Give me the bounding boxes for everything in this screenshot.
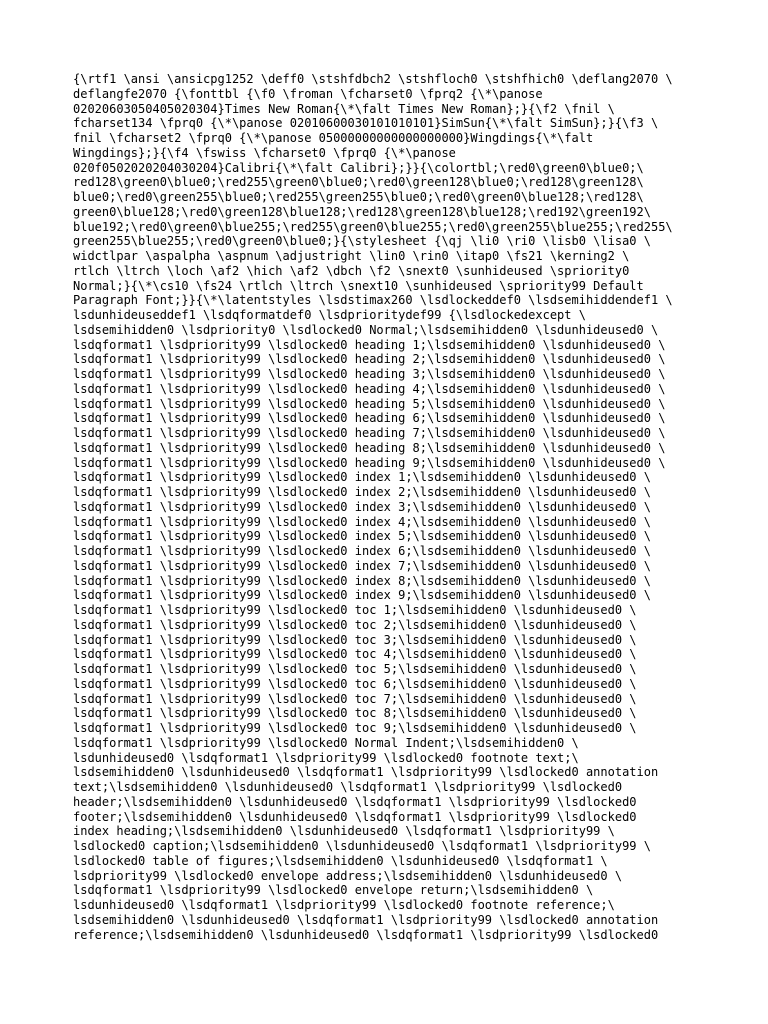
text-line: lsdqformat1 \lsdpriority99 \lsdlocked0 toc 2;\lsdsemihidden0 \lsdunhideused0 \ [73,617,637,632]
text-line: text;\lsdsemihidden0 \lsdunhideused0 \lsdqformat1 \lsdpriority99 \lsdlocked0 [73,780,623,794]
text-line: 02020603050405020304}Times New Roman{\*\falt Times New Roman};}{\f2 \fnil \ [73,101,615,116]
text-line: lsdsemihidden0 \lsdunhideused0 \lsdqformat1 \lsdpriority99 \lsdlocked0 annotation [73,912,659,927]
text-line: lsdqformat1 \lsdpriority99 \lsdlocked0 index 1;\lsdsemihidden0 \lsdunhideused0 \ [73,470,651,485]
text-line: fnil \fcharset2 \fprq0 {\*\panose 05000000000000000000}Wingdings{\*\falt [73,131,594,145]
text-line: lsdpriority99 \lsdlocked0 envelope address;\lsdsemihidden0 \lsdunhideused0 \ [73,868,623,883]
text-line: lsdqformat1 \lsdpriority99 \lsdlocked0 envelope return;\lsdsemihidden0 \ [73,883,594,898]
text-line: widctlpar \aspalpha \aspnum \adjustright \lin0 \rin0 \itap0 \fs21 \kerning2 \ [73,249,630,263]
text-line: lsdsemihidden0 \lsdunhideused0 \lsdqformat1 \lsdpriority99 \lsdlocked0 annotation [73,765,659,780]
text-line: lsdqformat1 \lsdpriority99 \lsdlocked0 index 6;\lsdsemihidden0 \lsdunhideused0 \ [73,544,651,558]
text-line: lsdqformat1 \lsdpriority99 \lsdlocked0 toc 9;\lsdsemihidden0 \lsdunhideused0 \ [73,721,637,735]
text-line: lsdqformat1 \lsdpriority99 \lsdlocked0 heading 8;\lsdsemihidden0 \lsdunhideused0 \ [73,440,666,455]
text-line: lsdqformat1 \lsdpriority99 \lsdlocked0 index 8;\lsdsemihidden0 \lsdunhideused0 \ [73,573,651,588]
text-line: lsdqformat1 \lsdpriority99 \lsdlocked0 toc 6;\lsdsemihidden0 \lsdunhideused0 \ [73,676,637,691]
text-line: deflangfe2070 {\fonttbl {\f0 \froman \fcharset0 \fprq2 {\*\panose [73,86,543,101]
text-line: lsdqformat1 \lsdpriority99 \lsdlocked0 heading 6;\lsdsemihidden0 \lsdunhideused0 \ [73,411,666,426]
text-line: lsdqformat1 \lsdpriority99 \lsdlocked0 toc 5;\lsdsemihidden0 \lsdunhideused0 \ [73,662,637,676]
text-line: footer;\lsdsemihidden0 \lsdunhideused0 \lsdqformat1 \lsdpriority99 \lsdlocked0 [73,809,637,824]
text-line: index heading;\lsdsemihidden0 \lsdunhideused0 \lsdqformat1 \lsdpriority99 \ [73,824,615,839]
text-line: fcharset134 \fprq0 {\*\panose 02010600030101010101}SimSun{\*\falt SimSun};}{\f3 \ [73,116,659,131]
text-line: lsdunhideuseddef1 \lsdqformatdef0 \lsdprioritydef99 {\lsdlockedexcept \ [73,308,586,322]
text-line: lsdqformat1 \lsdpriority99 \lsdlocked0 index 5;\lsdsemihidden0 \lsdunhideused0 \ [73,529,651,544]
text-line: Paragraph Font;}}{\*\latentstyles \lsdstimax260 \lsdlockeddef0 \lsdsemihiddendef1 \ [73,293,673,308]
text-line: lsdunhideused0 \lsdqformat1 \lsdpriority99 \lsdlocked0 footnote reference;\ [73,898,615,912]
text-line: lsdqformat1 \lsdpriority99 \lsdlocked0 heading 2;\lsdsemihidden0 \lsdunhideused0 \ [73,352,666,367]
text-line: lsdqformat1 \lsdpriority99 \lsdlocked0 heading 1;\lsdsemihidden0 \lsdunhideused0 \ [73,337,666,352]
text-line: blue0;\red0\green255\blue0;\red255\green255\blue0;\red0\green0\blue128;\red128\ [73,190,644,204]
text-line: lsdqformat1 \lsdpriority99 \lsdlocked0 Normal Indent;\lsdsemihidden0 \ [73,735,579,750]
text-line: 020f0502020204030204}Calibri{\*\falt Calibri};}}{\colortbl;\red0\green0\blue0;\ [73,160,644,175]
text-line: lsdqformat1 \lsdpriority99 \lsdlocked0 index 4;\lsdsemihidden0 \lsdunhideused0 \ [73,514,651,529]
text-line: blue192;\red0\green0\blue255;\red255\green0\blue255;\red0\green255\blue255;\red255\ [73,219,673,234]
text-line: lsdqformat1 \lsdpriority99 \lsdlocked0 heading 4;\lsdsemihidden0 \lsdunhideused0 \ [73,381,666,396]
text-line: lsdunhideused0 \lsdqformat1 \lsdpriority99 \lsdlocked0 footnote text;\ [73,750,579,765]
text-line: lsdqformat1 \lsdpriority99 \lsdlocked0 toc 1;\lsdsemihidden0 \lsdunhideused0 \ [73,603,637,617]
text-line: lsdqformat1 \lsdpriority99 \lsdlocked0 heading 9;\lsdsemihidden0 \lsdunhideused0 \ [73,455,666,470]
text-line: lsdqformat1 \lsdpriority99 \lsdlocked0 index 2;\lsdsemihidden0 \lsdunhideused0 \ [73,485,651,499]
text-line: Wingdings};}{\f4 \fswiss \fcharset0 \fprq0 {\*\panose [73,145,456,160]
text-line: green255\blue255;\red0\green0\blue0;}{\stylesheet {\qj \li0 \ri0 \lisb0 \lisa0 \ [73,234,651,249]
text-line: lsdqformat1 \lsdpriority99 \lsdlocked0 index 7;\lsdsemihidden0 \lsdunhideused0 \ [73,558,651,573]
text-line: lsdqformat1 \lsdpriority99 \lsdlocked0 index 9;\lsdsemihidden0 \lsdunhideused0 \ [73,588,651,603]
text-line: {\rtf1 \ansi \ansicpg1252 \deff0 \stshfdbch2 \stshfloch0 \stshfhich0 \deflang2070 \ [73,72,673,86]
text-line: lsdqformat1 \lsdpriority99 \lsdlocked0 heading 7;\lsdsemihidden0 \lsdunhideused0 \ [73,426,666,440]
text-line: reference;\lsdsemihidden0 \lsdunhideused0 \lsdqformat1 \lsdpriority99 \lsdlocked0 [73,927,659,942]
text-line: lsdqformat1 \lsdpriority99 \lsdlocked0 heading 5;\lsdsemihidden0 \lsdunhideused0 \ [73,396,666,411]
text-line: Normal;}{\*\cs10 \fs24 \rtlch \ltrch \snext10 \sunhideused \spriority99 Default [73,278,644,293]
text-line: red128\green0\blue0;\red255\green0\blue0;\red0\green128\blue0;\red128\green128\ [73,175,644,190]
text-line: lsdlocked0 table of figures;\lsdsemihidden0 \lsdunhideused0 \lsdqformat1 \ [73,853,608,868]
text-line: rtlch \ltrch \loch \af2 \hich \af2 \dbch \f2 \snext0 \sunhideused \spriority0 [73,263,630,278]
text-line: lsdsemihidden0 \lsdpriority0 \lsdlocked0 Normal;\lsdsemihidden0 \lsdunhideused0 \ [73,322,659,337]
text-line: lsdqformat1 \lsdpriority99 \lsdlocked0 heading 3;\lsdsemihidden0 \lsdunhideused0 \ [73,367,666,381]
text-line: lsdqformat1 \lsdpriority99 \lsdlocked0 index 3;\lsdsemihidden0 \lsdunhideused0 \ [73,499,651,514]
text-line: lsdlocked0 caption;\lsdsemihidden0 \lsdunhideused0 \lsdqformat1 \lsdpriority99 \ [73,839,651,853]
text-line: lsdqformat1 \lsdpriority99 \lsdlocked0 toc 3;\lsdsemihidden0 \lsdunhideused0 \ [73,632,637,647]
text-line: green0\blue128;\red0\green128\blue128;\red128\green128\blue128;\red192\green192\ [73,204,651,219]
rtf-source-text [73,72,713,942]
text-line: lsdqformat1 \lsdpriority99 \lsdlocked0 toc 4;\lsdsemihidden0 \lsdunhideused0 \ [73,647,637,662]
text-line: lsdqformat1 \lsdpriority99 \lsdlocked0 toc 8;\lsdsemihidden0 \lsdunhideused0 \ [73,706,637,721]
text-line: lsdqformat1 \lsdpriority99 \lsdlocked0 toc 7;\lsdsemihidden0 \lsdunhideused0 \ [73,691,637,706]
text-line: header;\lsdsemihidden0 \lsdunhideused0 \lsdqformat1 \lsdpriority99 \lsdlocked0 [73,794,637,809]
